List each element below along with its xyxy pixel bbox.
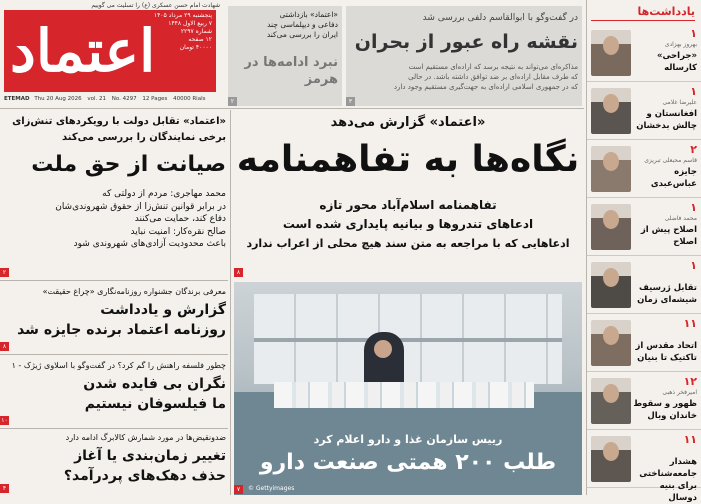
story-headline: ما فیلسوفان نیستیم (84, 396, 226, 412)
story-kicker: چطور فلسفه راهنش را گم کرد؟ در گفت‌وگو با اسلاوی ژیژک - ۱ (11, 361, 226, 370)
sidebar-page-number: ۱ (690, 27, 697, 40)
photo-caption: طلب ۲۰۰ همتی صنعت دارو (259, 450, 557, 475)
sidebar-list (587, 24, 701, 503)
portrait-face (603, 326, 619, 345)
lead-photo[interactable] (234, 282, 582, 495)
bullet-line: در برابر قوانین تنش‌زا از حقوق شهروندی‌شان (55, 201, 226, 212)
sidebar-item[interactable] (587, 198, 701, 256)
sidebar-item[interactable] (587, 256, 701, 314)
page-badge: ۲ (0, 268, 9, 277)
divider (0, 354, 228, 355)
sidebar-page-number: ۱ (690, 85, 697, 98)
sidebar-author: علیرضا غلامی (662, 99, 697, 106)
portrait-face (603, 36, 619, 55)
teaser-headline: نقشه راه عبور از بحران (354, 31, 578, 53)
author-portrait (591, 204, 631, 250)
portrait-face (603, 152, 619, 171)
story-kicker: «اعتماد» تقابل دولت با رویکردهای تنش‌زای (12, 116, 226, 127)
teaser-line: دفاعی و دیپلماسی چند (267, 20, 338, 29)
bullet-line: محمد مهاجری: مردم از دولتی که (102, 189, 226, 199)
page-badge: ۴ (0, 484, 9, 493)
portrait-face (603, 94, 619, 113)
author-portrait (591, 88, 631, 134)
portrait-face (603, 442, 619, 461)
lead-subhead: تفاهمنامه اسلام‌آباد محور تازه (319, 198, 497, 212)
pharmacist-face (374, 340, 392, 358)
photo-credit: © Gettyimages (248, 485, 295, 492)
strip-price: 40000 Rials (173, 96, 206, 102)
latin-name: ETEMAD (4, 96, 30, 102)
notes-sidebar (586, 0, 700, 503)
masthead-logo-panel (4, 10, 216, 92)
divider (0, 428, 228, 429)
page-count: ۱۲ صفحه (188, 36, 212, 43)
date-hijri: ۷ ربیع الاول ۱۴۴۸ (168, 20, 212, 27)
sidebar-author: قاسم محبعلی تبریزی (644, 157, 697, 164)
bullet-line: صالح نقره‌کار: امنیت نباید (130, 226, 226, 237)
author-portrait (591, 320, 631, 366)
page-badge: ۷ (234, 485, 243, 494)
sidebar-item-title: «جراحی» کارساله (656, 51, 697, 73)
photo-caption-kicker: رییس سازمان غذا و دارو اعلام کرد (313, 433, 503, 446)
sidebar-item-title: افغانستان و چالش بدخشان (636, 109, 697, 131)
teaser-body-line: مذاکره‌ای می‌تواند به نتیجه برسد که اراده‌ای مستقیم است (408, 63, 578, 71)
page-badge: ۲ (228, 97, 237, 106)
strip-vol: vol. 21 (87, 96, 107, 102)
shelf-edge (254, 338, 562, 342)
author-portrait (591, 436, 631, 482)
portrait-face (603, 210, 619, 229)
story-zizek[interactable] (0, 356, 228, 426)
story-kicker: معرفی برندگان جشنواره روزنامه‌نگاری «چراغ حقیقت» (42, 287, 226, 296)
teaser-kicker: در گفت‌وگو با ابوالقاسم دلفی بررسی شد (422, 13, 578, 23)
bullet-line: دفاع کند، حمایت می‌کنند (134, 214, 226, 224)
divider (230, 110, 231, 495)
sidebar-author: بهروز بهزادی (664, 41, 697, 48)
story-nation-rights[interactable] (0, 110, 228, 278)
page-badge: ۱۰ (1, 417, 8, 424)
issue-number: شماره ۲۲۹۷ (180, 28, 212, 35)
sidebar-item-title: هشدار جامعه‌شناختی برای بنیه دوسال (639, 457, 697, 503)
sidebar-item-title: ظهور و سقوط خاندان وبال (633, 399, 697, 421)
strip-no: No. 4297 (111, 96, 137, 102)
date-fa: پنجشنبه ۲۹ مرداد ۱۴۰۵ (153, 12, 212, 19)
divider (0, 280, 228, 281)
story-headline: نگران بی فایده شدن (83, 376, 226, 392)
story-kalabarg[interactable] (0, 430, 228, 495)
masthead (0, 0, 224, 106)
teaser-headline: نبرد ادامه‌ها در هرمز (244, 55, 338, 87)
story-kicker: ضدونقیض‌ها در مورد شمارش کالابرگ ادامه دارد (65, 433, 226, 442)
story-headline: تغییر زمان‌بندی یا آغاز (74, 448, 226, 464)
sidebar-item[interactable] (587, 372, 701, 430)
masthead-strip (0, 94, 224, 104)
author-portrait (591, 146, 631, 192)
author-portrait (591, 378, 631, 424)
bullet-line: باعث محدودیت آزادی‌های شهروندی شود (73, 239, 226, 249)
logo-text: اعتماد (10, 17, 156, 85)
teaser-lines (232, 10, 338, 40)
sidebar-author: امیرفخر ذهبی (662, 389, 697, 396)
portrait-face (603, 268, 619, 287)
divider (0, 108, 584, 109)
top-teaser-crisis[interactable] (346, 6, 582, 106)
story-award[interactable] (0, 282, 228, 352)
story-headline: صیانت از حق ملت (31, 152, 226, 177)
sidebar-author: محمد فاضلی (664, 215, 697, 222)
sidebar-page-number: ۲ (690, 143, 697, 156)
story-headline: حذف دهک‌های پردرآمد؟ (63, 468, 226, 484)
teaser-line: «اعتماد» بازداشتی (279, 10, 338, 19)
sidebar-item-title: تقابل ژرسیف شیشه‌ای زمان (637, 283, 697, 305)
sidebar-page-number: ۱۲ (683, 375, 697, 388)
sidebar-item[interactable] (587, 430, 701, 503)
owner-line: شهادت امام حسن عسکری (ع) را تسلیت می گوییم (91, 2, 220, 9)
sidebar-page-number: ۱۱ (683, 317, 697, 330)
lead-kicker: «اعتماد» گزارش می‌دهد (330, 115, 486, 130)
lead-story[interactable] (234, 112, 582, 280)
teaser-body-line: که طرف مقابل اراده‌ای بر ضد توافق داشته باشد. در حالی (408, 73, 578, 81)
portrait-face (603, 384, 619, 403)
author-portrait (591, 30, 631, 76)
sidebar-item-title: اتحاد مقدس از تاکتیک تا بنیان (635, 341, 697, 363)
sidebar-title: یادداشت‌ها (591, 4, 695, 21)
teaser-body-line: که در جمهوری اسلامی اراده‌ای به جهت‌گیری مستقیم وجود دارد (393, 83, 578, 91)
page-badge: ۸ (234, 268, 243, 277)
strip-date: Thu 20 Aug 2026 (34, 96, 82, 102)
teaser-line: ایران را بررسی می‌کند (266, 30, 338, 39)
lead-subheads (234, 196, 582, 253)
sidebar-item-title: جایزه عباس‌عبدی (650, 167, 697, 189)
story-headline: گزارش و یادداشت (100, 302, 226, 318)
sidebar-page-number: ۱ (690, 259, 697, 272)
page-badge: ۳ (346, 97, 355, 106)
sidebar-page-number: ۱۱ (683, 433, 697, 446)
author-portrait (591, 262, 631, 308)
price: ۴۰۰۰۰ تومان (179, 44, 212, 51)
lead-subhead: ادعاهای تندروها و بیانیه پایداری شده است (282, 217, 534, 231)
top-teaser-hormuz[interactable] (228, 6, 342, 106)
story-bullets (4, 188, 226, 251)
sidebar-item[interactable] (587, 82, 701, 140)
page-badge: ۸ (0, 342, 9, 351)
lead-headline: نگاه‌ها به تفاهمنامه (236, 139, 580, 180)
story-headline: روزنامه اعتماد برنده جایزه شد (17, 322, 226, 338)
teaser-body (350, 62, 578, 92)
story-kicker2: برخی نمایندگان را بررسی می‌کند (61, 132, 226, 143)
medicine-boxes (274, 382, 534, 408)
sidebar-item[interactable] (587, 24, 701, 82)
sidebar-page-number: ۱ (690, 201, 697, 214)
sidebar-item[interactable] (587, 314, 701, 372)
lead-subhead: ادعاهایی که با مراجعه به متن سند هیچ محلی از اعراب ندارد (246, 237, 570, 250)
issue-info (122, 12, 212, 52)
sidebar-item[interactable] (587, 140, 701, 198)
strip-pages: 12 Pages (142, 96, 168, 102)
sidebar-item-title: اصلاح پیش از اصلاح (640, 225, 697, 247)
